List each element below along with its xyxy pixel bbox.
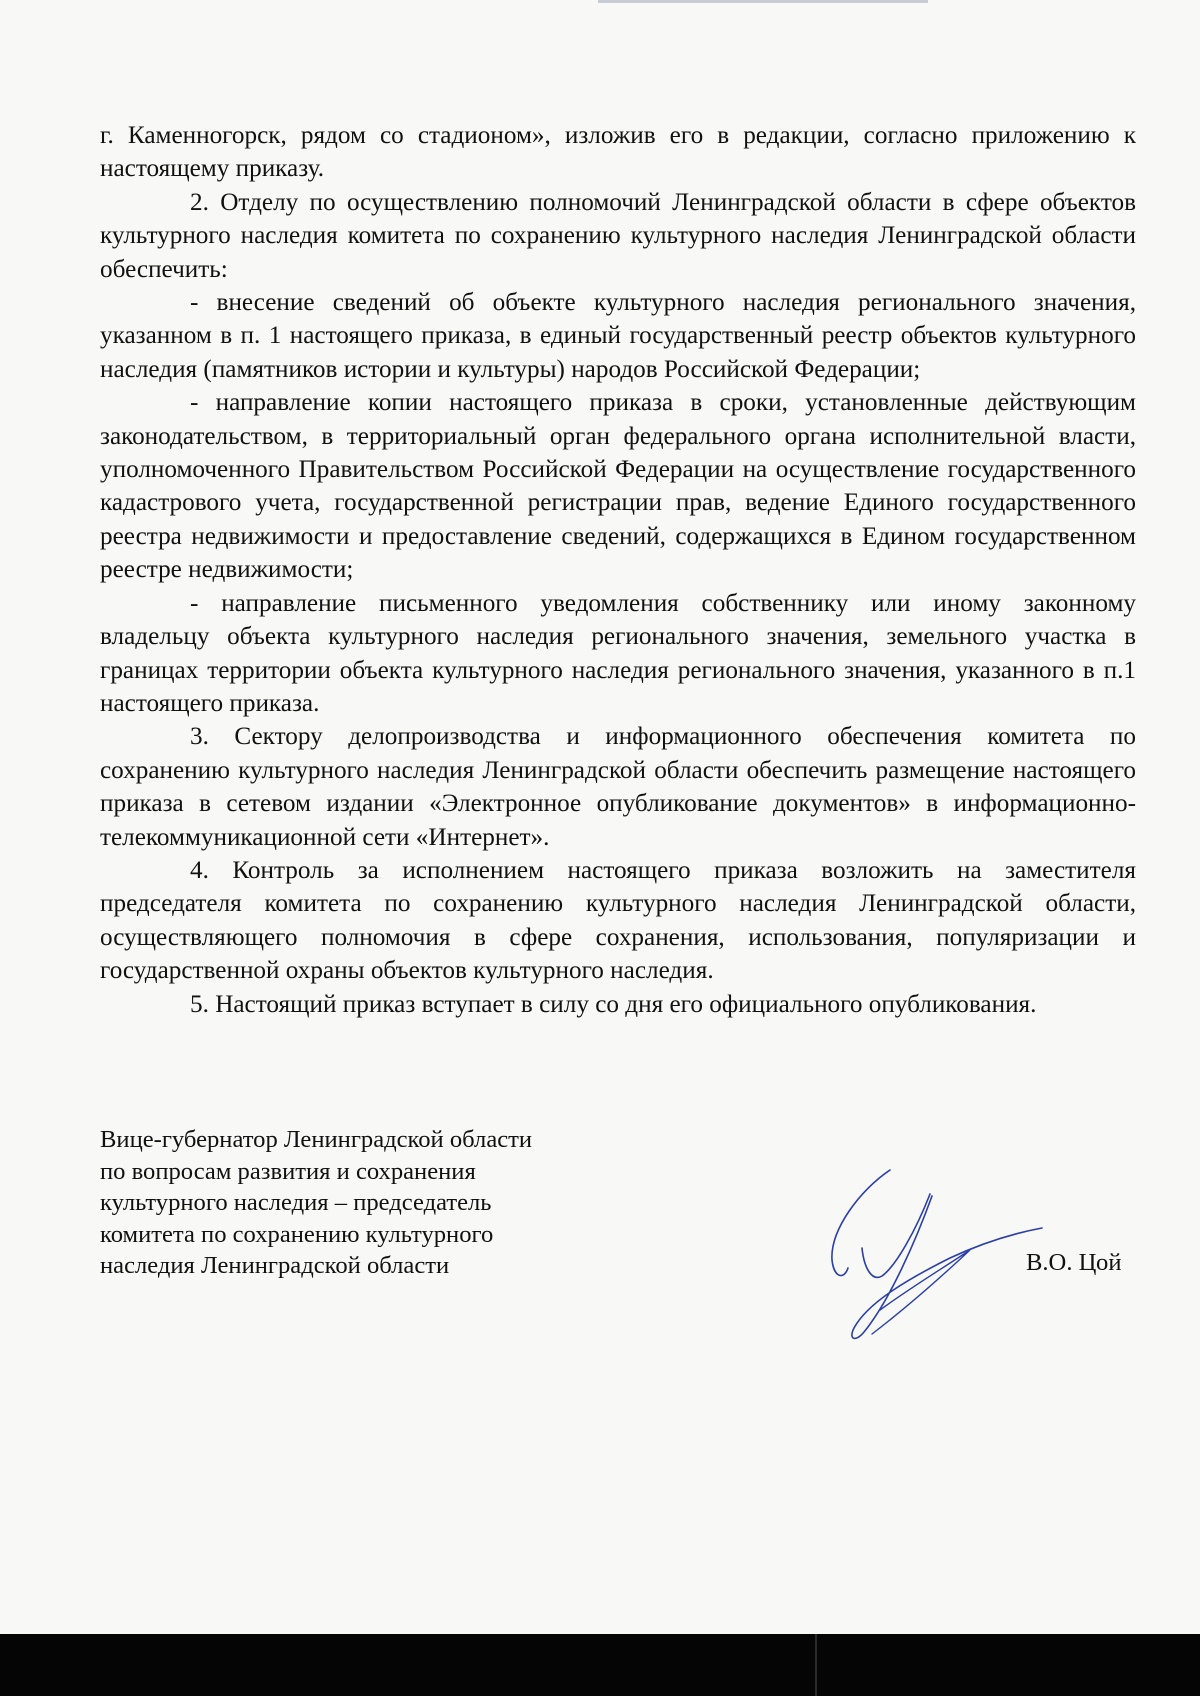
paragraph-item-3: 3. Сектору делопроизводства и информационного обеспечения комитета по сохранению культурного наследия Ленинградской области обеспечить размещение настоящего приказа в сетевом издании «Электронное опубликование документов» в информационно-телекоммуникационной сети «Интернет». xyxy=(100,723,1136,851)
handwritten-signature xyxy=(820,1150,1050,1350)
signatory-title-line: Вице-губернатор Ленинградской области xyxy=(100,1126,533,1153)
paragraph-item-4: 4. Контроль за исполнением настоящего приказа возложить на заместителя председателя комитета по сохранению культурного наследия Ленинградской области, осуществляющего полномочия в сфере сохранения, использования, популяризации и государственной охраны объектов культурного наследия. xyxy=(100,856,1136,985)
signatory-title-line: культурного наследия – председатель xyxy=(100,1189,492,1217)
signatory-title xyxy=(100,1124,620,1282)
scan-seam xyxy=(815,1634,817,1696)
signatory-title-line: наследия Ленинградской области xyxy=(100,1252,450,1280)
signature-stroke xyxy=(862,1194,930,1277)
scan-edge-mark xyxy=(598,0,928,3)
signature-stroke xyxy=(852,1196,1042,1338)
signer-name: В.О. Цой xyxy=(1026,1249,1122,1276)
document-body xyxy=(100,119,1136,1021)
paragraph-item-2: 2. Отделу по осуществлению полномочий Ленинградской области в сфере объектов культурного наследия комитета по сохранению культурного наследия Ленинградской области обеспечить: xyxy=(100,188,1136,283)
paragraph-item-5: 5. Настоящий приказ вступает в силу со дня его официального опубликования. xyxy=(190,990,1037,1018)
paragraph-continuation: г. Каменногорск, рядом со стадионом», изложив его в редакции, согласно приложению к настоящему приказу. xyxy=(100,122,1136,183)
signatory-title-line: по вопросам развития и сохранения xyxy=(100,1157,476,1185)
paragraph-item-2-bullet-3: - направление письменного уведомления собственнику или иному законному владельцу объекта культурного наследия регионального значения, земельного участка в границах территории объекта культурного наследия регионального значения, указанного в п.1 настоящего приказа. xyxy=(100,589,1136,717)
paragraph-item-2-bullet-1: - внесение сведений об объекте культурного наследия регионального значения, указанном в п. 1 настоящего приказа, в единый государственный реестр объектов культурного наследия (памятников истории и культуры) народов Российской Федерации; xyxy=(100,289,1136,383)
signatory-title-line: комитета по сохранению культурного xyxy=(100,1220,494,1248)
signature-stroke xyxy=(872,1250,970,1334)
paragraph-item-2-bullet-2: - направление копии настоящего приказа в сроки, установленные действующим законодательством, в территориальный орган федерального органа исполнительной власти, уполномоченного Правительством Российской Федерации на осуществление государственного кадастрового учета, государственной регистрации прав, ведение Единого государственного реестра недвижимости и предоставление сведений, содержащихся в Едином государственном реестре недвижимости; xyxy=(100,389,1136,584)
scan-bottom-border xyxy=(0,1634,1200,1696)
signature-stroke xyxy=(832,1170,890,1276)
